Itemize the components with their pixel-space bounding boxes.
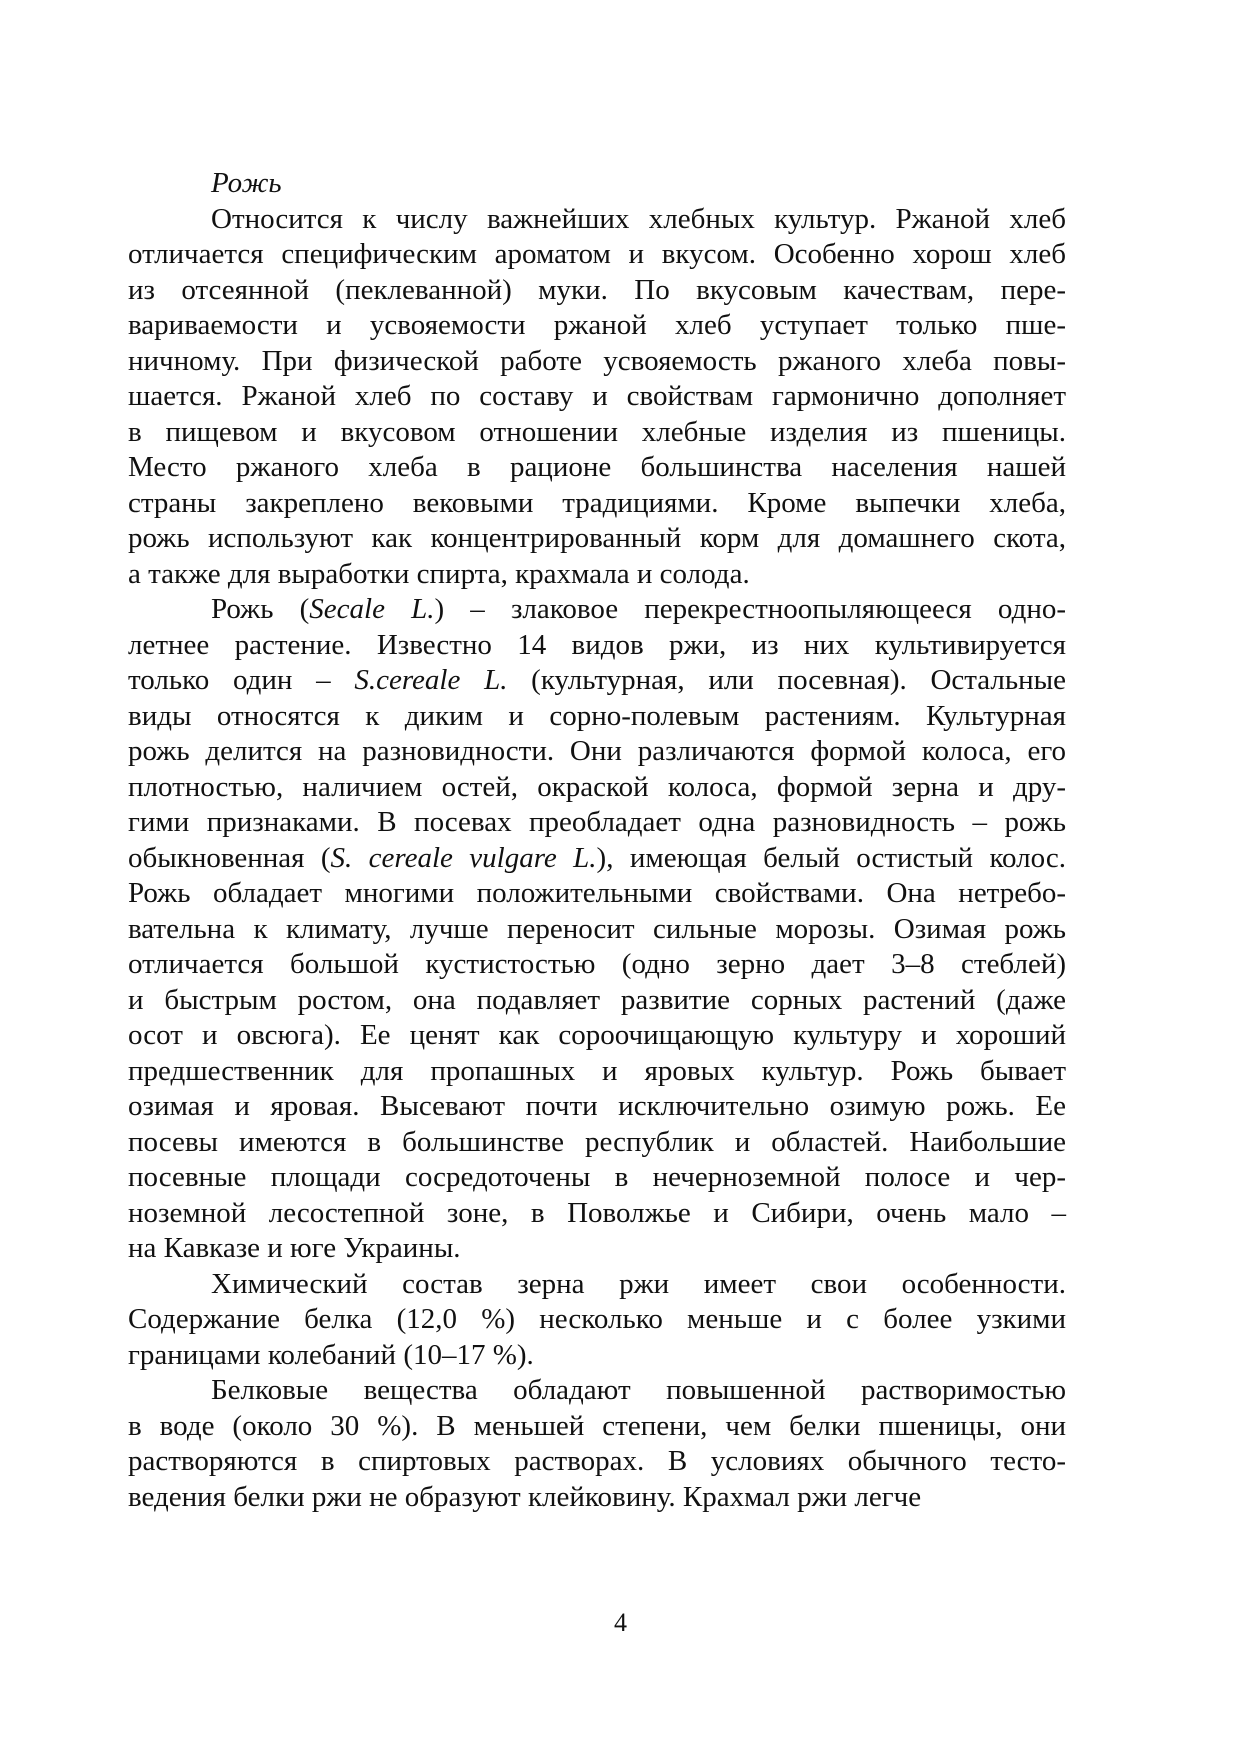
latin-term: S. cereale vulgare L. (330, 841, 597, 874)
text-line: отличается большой кустистостью (одно зерно дает 3–8 стеблей) (128, 948, 1066, 980)
paragraph (128, 1373, 1066, 1515)
text-block (128, 166, 1066, 1515)
text-line: шается. Ржаной хлеб по составу и свойствам гармонично дополняет (128, 380, 1066, 412)
text-line: осот и овсюга). Ее ценят как сороочищающую культуру и хороший (128, 1019, 1066, 1051)
text-line: только один – S.cereale L. (культурная, или посевная). Остальные (128, 664, 1066, 696)
text-line: в пищевом и вкусовом отношении хлебные изделия из пшеницы. (128, 415, 1066, 448)
paragraph (128, 202, 1066, 593)
latin-term: Secale L. (309, 593, 435, 625)
text-line: предшественник для пропашных и яровых культур. Рожь бывает (128, 1054, 1066, 1087)
text-line: посевные площади сосредоточены в нечерноземной полосе и чер- (128, 1161, 1066, 1193)
text-line: летнее растение. Известно 14 видов ржи, из них культивируется (128, 628, 1066, 661)
text-line: растворяются в спиртовых растворах. В условиях обычного тесто- (128, 1445, 1066, 1477)
text-line: в воде (около 30 %). В меньшей степени, чем белки пшеницы, они (128, 1409, 1066, 1442)
text-line: рожь используют как концентрированный корм для домашнего скота, (128, 522, 1066, 554)
text-line: обыкновенная (S. cereale vulgare L.), имеющая белый остистый колос. (128, 841, 1066, 874)
latin-term: S.cereale L. (354, 664, 508, 696)
text-line: границами колебаний (10–17 %). (128, 1338, 534, 1371)
text-line: гими признаками. В посевах преобладает одна разновидность – рожь (128, 806, 1066, 838)
paragraph (128, 1267, 1066, 1374)
text-line: ничному. При физической работе усвояемость ржаного хлеба повы- (128, 344, 1066, 377)
text-line: отличается специфическим ароматом и вкусом. Особенно хорош хлеб (128, 238, 1066, 270)
text-line: на Кавказе и юге Украины. (128, 1232, 461, 1264)
text-line: плотностью, наличием остей, окраской колоса, формой зерна и дру- (128, 770, 1066, 803)
text-line: ведения белки ржи не образуют клейковину. Крахмал ржи легче (128, 1480, 922, 1513)
text-line: Белковые вещества обладают повышенной растворимостью (211, 1374, 1066, 1406)
text-line: Место ржаного хлеба в рационе большинства населения нашей (128, 451, 1066, 483)
paragraphs-container (128, 202, 1066, 1516)
text-line: ноземной лесостепной зоне, в Поволжье и Сибири, очень мало – (128, 1196, 1066, 1229)
text-line: Химический состав зерна ржи имеет свои особенности. (211, 1267, 1066, 1300)
text-line: и быстрым ростом, она подавляет развитие сорных растений (даже (128, 983, 1066, 1016)
text-line: страны закреплено вековыми традициями. Кроме выпечки хлеба, (128, 486, 1066, 519)
page-number: 4 (614, 1608, 627, 1637)
text-line: Рожь обладает многими положительными свойствами. Она нетребо- (128, 877, 1066, 909)
text-line: посевы имеются в большинстве республик и областей. Наибольшие (128, 1125, 1066, 1158)
section-heading: Рожь (211, 167, 282, 199)
text-line: рожь делится на разновидности. Они различаются формой колоса, его (128, 735, 1066, 767)
text-line: вательна к климату, лучше переносит сильные морозы. Озимая рожь (128, 912, 1066, 945)
text-line: виды относятся к диким и сорно-полевым растениям. Культурная (128, 699, 1066, 732)
text-line: Относится к числу важнейших хлебных культур. Ржаной хлеб (211, 202, 1066, 235)
paragraph (128, 592, 1066, 1267)
text-line: Рожь (Secale L.) – злаковое перекрестноопыляющееся одно- (211, 593, 1066, 625)
text-line: из отсеянной (пеклеванной) муки. По вкусовым качествам, пере- (128, 273, 1066, 306)
text-line: озимая и яровая. Высевают почти исключительно озимую рожь. Ее (128, 1090, 1066, 1122)
text-line: Содержание белка (12,0 %) несколько меньше и с более узкими (128, 1303, 1066, 1335)
text-line: вариваемости и усвояемости ржаной хлеб уступает только пше- (128, 309, 1066, 341)
text-line: а также для выработки спирта, крахмала и солода. (128, 557, 750, 590)
